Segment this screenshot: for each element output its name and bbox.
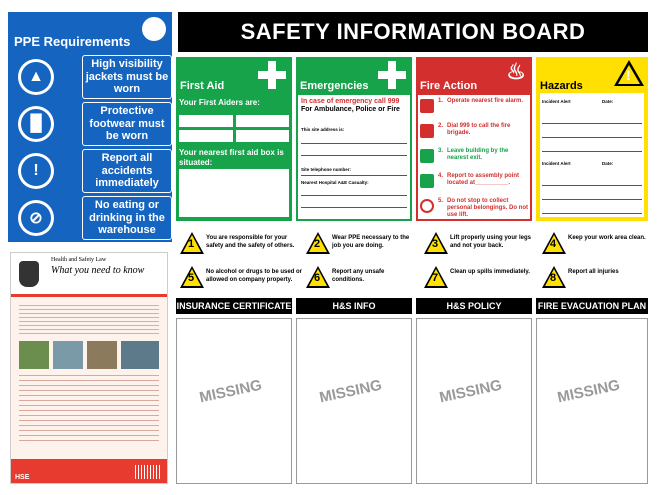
line bbox=[542, 123, 642, 124]
insurance-certificate-slot[interactable] bbox=[176, 318, 292, 484]
ppe-item-label: High visibility jackets must be worn bbox=[82, 55, 172, 99]
first-aid-box-location-field[interactable] bbox=[179, 169, 289, 217]
fire-txt: Operate nearest fire alarm. bbox=[447, 98, 524, 104]
rules-3-n: 4 bbox=[550, 238, 557, 250]
rule-txt: Report all injuries bbox=[568, 269, 619, 275]
exclamation-icon: ! bbox=[18, 153, 54, 189]
barcode-icon bbox=[135, 465, 161, 479]
first-aiders-label: Your First Aiders are: bbox=[179, 98, 260, 107]
ppe-item bbox=[14, 196, 166, 240]
rule-txt: Keep your work area clean. bbox=[568, 235, 646, 241]
haz-lbl: Date: bbox=[602, 99, 614, 104]
rules-5-n: 6 bbox=[314, 272, 321, 284]
hazards-panel bbox=[536, 57, 648, 221]
emergencies-title: Emergencies bbox=[300, 80, 369, 92]
fire-txt: Leave building by the nearest exit. bbox=[447, 148, 509, 162]
first-aider-field[interactable] bbox=[179, 115, 233, 127]
line bbox=[542, 199, 642, 200]
fire-action-panel bbox=[416, 57, 532, 221]
first-aid-box-label: Your nearest first aid box is situated: bbox=[179, 148, 284, 167]
rule-item bbox=[424, 232, 536, 258]
warning-icon bbox=[614, 60, 644, 86]
hs-policy-slot[interactable] bbox=[416, 318, 532, 484]
poster-photo bbox=[53, 341, 83, 369]
board-title: SAFETY INFORMATION BOARD bbox=[178, 12, 648, 52]
fire-num: 4. bbox=[438, 173, 444, 179]
first-aider-field[interactable] bbox=[179, 130, 233, 142]
intro-text-block bbox=[19, 305, 159, 335]
safety-boot-icon: █ bbox=[18, 106, 54, 142]
rule-number-icon bbox=[542, 266, 566, 288]
hi-vis-jacket-icon: ▲ bbox=[18, 59, 54, 95]
fire-step bbox=[420, 122, 530, 146]
hs-info-slot[interactable] bbox=[296, 318, 412, 484]
fire-evacuation-plan-header: FIRE EVACUATION PLAN bbox=[536, 298, 648, 314]
hazards-title: Hazards bbox=[540, 80, 583, 92]
rule-number-icon bbox=[542, 232, 566, 254]
first-aid-cross-icon bbox=[258, 61, 286, 89]
haz-lbl: Incident Alert bbox=[542, 99, 571, 104]
ppe-item-label: No eating or drinking in the warehouse bbox=[82, 196, 172, 240]
no-eating-icon: ⊘ bbox=[18, 200, 54, 236]
flame-icon: ♨ bbox=[506, 59, 526, 84]
rule-number-icon bbox=[424, 266, 448, 288]
emergencies-header bbox=[296, 57, 412, 95]
rule-number-icon bbox=[306, 232, 330, 254]
hard-hat-icon bbox=[142, 17, 166, 41]
fire-num: 1. bbox=[438, 98, 444, 104]
emergency-call-text: In case of emergency call 999 bbox=[301, 98, 400, 105]
rule-item bbox=[180, 266, 304, 292]
fire-step bbox=[420, 147, 530, 171]
first-aid-title: First Aid bbox=[180, 80, 225, 92]
rule-item bbox=[306, 232, 416, 258]
royal-crest-icon bbox=[19, 261, 39, 287]
hse-logo: HSE bbox=[15, 474, 30, 481]
emergency-cross-icon bbox=[378, 61, 406, 89]
rule-item bbox=[542, 266, 654, 292]
ppe-panel bbox=[8, 12, 172, 242]
rule-number-icon bbox=[424, 232, 448, 254]
rules-7-n: 8 bbox=[550, 272, 557, 284]
missing-label: MISSING bbox=[555, 376, 622, 407]
rule-number-icon bbox=[180, 266, 204, 288]
fire-action-header bbox=[416, 57, 532, 95]
rule-txt: Wear PPE necessary to the job you are doing. bbox=[332, 235, 410, 249]
ppe-item-label: Report all accidents immediately bbox=[82, 149, 172, 193]
rule-txt: No alcohol or drugs to be used or allowed on company property. bbox=[206, 269, 303, 283]
hs-info-header: H&S INFO bbox=[296, 298, 412, 314]
fire-num: 3. bbox=[438, 148, 444, 154]
fire-num: 5. bbox=[438, 198, 444, 204]
line bbox=[301, 155, 407, 156]
hse-poster-line1: Health and Safety Law bbox=[51, 257, 107, 263]
ppe-item bbox=[14, 55, 169, 99]
first-aider-field[interactable] bbox=[236, 130, 289, 142]
line bbox=[301, 207, 407, 208]
ppe-item bbox=[14, 149, 166, 193]
fire-txt: Do not stop to collect personal belongings. Do not use lift. bbox=[447, 198, 528, 219]
fire-evacuation-plan-slot[interactable] bbox=[536, 318, 648, 484]
ppe-title: PPE Requirements bbox=[14, 34, 131, 49]
hse-header bbox=[11, 253, 167, 297]
assembly-point-icon bbox=[420, 174, 434, 188]
fire-txt: Report to assembly point located at__________. bbox=[447, 173, 520, 187]
missing-label: MISSING bbox=[437, 376, 504, 407]
poster-photo bbox=[19, 341, 49, 369]
hospital-label: Nearest Hospital A&E Casualty: bbox=[301, 180, 369, 185]
rules-4-n: 5 bbox=[188, 272, 195, 284]
ppe-item-label: Protective footwear must be worn bbox=[82, 102, 172, 146]
fire-step bbox=[420, 197, 530, 221]
hs-policy-header: H&S POLICY bbox=[416, 298, 532, 314]
hse-poster bbox=[10, 252, 168, 484]
poster-photo bbox=[121, 341, 159, 369]
poster-text-columns bbox=[19, 375, 159, 445]
rule-txt: Lift properly using your legs and not your back. bbox=[450, 235, 532, 249]
rule-number-icon bbox=[306, 266, 330, 288]
first-aid-header bbox=[176, 57, 292, 95]
hse-footer bbox=[11, 459, 167, 483]
haz-lbl: Date: bbox=[602, 161, 614, 166]
rule-item bbox=[306, 266, 416, 292]
rules-1-n: 2 bbox=[314, 238, 321, 250]
fire-phone-icon bbox=[420, 124, 434, 138]
first-aider-field[interactable] bbox=[236, 115, 289, 127]
rule-txt: Report any unsafe conditions. bbox=[332, 269, 385, 283]
rule-item bbox=[542, 232, 654, 258]
first-aid-panel bbox=[176, 57, 292, 221]
exit-icon bbox=[420, 149, 434, 163]
ppe-item bbox=[14, 102, 166, 146]
emergencies-panel bbox=[296, 57, 412, 221]
hse-poster-line2: What you need to know bbox=[51, 265, 145, 276]
line bbox=[301, 175, 407, 176]
site-phone-label: Site telephone number: bbox=[301, 167, 352, 172]
line bbox=[542, 151, 642, 152]
haz-lbl: Incident Alert bbox=[542, 161, 571, 166]
line bbox=[301, 143, 407, 144]
rule-txt: Clean up spills immediately. bbox=[450, 269, 530, 275]
fire-txt: Dial 999 to call the fire brigade. bbox=[447, 123, 511, 137]
fire-action-title: Fire Action bbox=[420, 80, 478, 92]
line bbox=[542, 185, 642, 186]
site-address-label: This site address is: bbox=[301, 127, 345, 132]
line bbox=[542, 213, 642, 214]
fire-num: 2. bbox=[438, 123, 444, 129]
line bbox=[542, 137, 642, 138]
fire-alarm-icon bbox=[420, 99, 434, 113]
emergency-services-text: For Ambulance, Police or Fire bbox=[301, 106, 400, 113]
hazards-header bbox=[536, 57, 648, 93]
rule-txt: You are responsible for your safety and the safety of others. bbox=[206, 235, 295, 249]
insurance-certificate-header: INSURANCE CERTIFICATE bbox=[176, 298, 292, 314]
rules-6-n: 7 bbox=[432, 272, 439, 284]
fire-step bbox=[420, 97, 530, 121]
rules-0-n: 1 bbox=[188, 238, 195, 250]
missing-label: MISSING bbox=[197, 376, 264, 407]
fire-step bbox=[420, 172, 530, 196]
rule-item bbox=[180, 232, 296, 258]
no-lift-icon bbox=[420, 199, 434, 213]
rules-2-n: 3 bbox=[432, 238, 439, 250]
rule-number-icon bbox=[180, 232, 204, 254]
rule-item bbox=[424, 266, 536, 292]
poster-photo bbox=[87, 341, 117, 369]
missing-label: MISSING bbox=[317, 376, 384, 407]
line bbox=[301, 195, 407, 196]
